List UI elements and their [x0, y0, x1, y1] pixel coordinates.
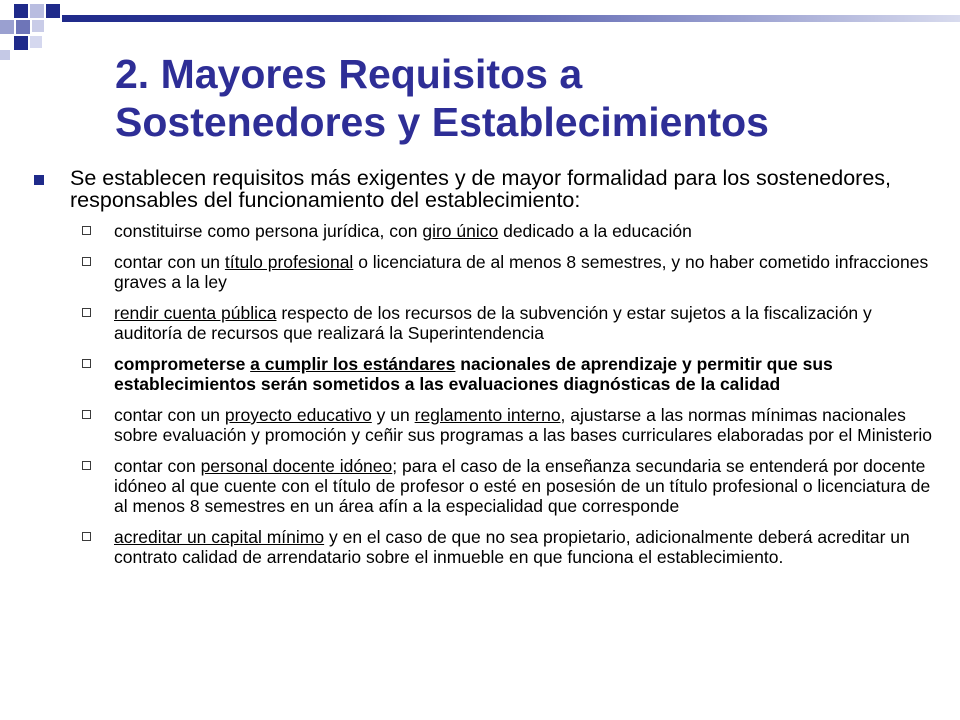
item-text: y un: [371, 405, 415, 425]
title-line-1: 2. Mayores Requisitos a: [115, 51, 583, 97]
item-text: , ajustarse a las normas mínimas nacionales sobre evaluación y promoción y ceñir sus programas a las bases curriculares elaboradas por el Ministerio: [114, 405, 933, 445]
slide-title: [115, 50, 935, 146]
hollow-square-bullet-icon: [82, 359, 91, 368]
square-bullet-icon: [34, 175, 44, 185]
list-item: [34, 252, 934, 292]
title-line-2: Sostenedores y Establecimientos: [115, 99, 769, 145]
deco-square-4: [0, 20, 14, 34]
intro-text: Se establecen requisitos más exigentes y de mayor formalidad para los sostenedores, responsables del funcionamiento del establecimiento:: [70, 166, 892, 212]
item-text: o licenciatura de al menos 8 semestres, y no haber cometido infracciones graves a la ley: [114, 252, 929, 292]
intro-bullet: [34, 167, 934, 211]
decorative-squares: [0, 0, 80, 60]
item-underlined-text: a cumplir los estándares: [250, 354, 456, 374]
list-item: [34, 354, 934, 394]
hollow-square-bullet-icon: [82, 461, 91, 470]
deco-square-8: [30, 36, 42, 48]
list-item: [34, 456, 934, 516]
item-text: contar con: [114, 456, 201, 476]
deco-square-1: [14, 4, 28, 18]
deco-square-7: [14, 36, 28, 50]
item-text: y en el caso de que no sea propietario, adicionalmente deberá acreditar un contrato calidad de arrendatario sobre el inmueble en que funciona el establecimiento.: [114, 527, 910, 567]
item-underlined-text: acreditar un capital mínimo: [114, 527, 325, 547]
hollow-square-bullet-icon: [82, 532, 91, 541]
requirements-list: [34, 221, 934, 567]
list-item: [34, 221, 934, 241]
header-rule: [62, 15, 960, 22]
hollow-square-bullet-icon: [82, 308, 91, 317]
item-text: constituirse como persona jurídica, con: [114, 221, 423, 241]
item-underlined-text: personal docente idóneo: [200, 456, 393, 476]
deco-square-6: [32, 20, 44, 32]
deco-square-3: [46, 4, 60, 18]
list-item: [34, 527, 934, 567]
item-underlined-text: título profesional: [224, 252, 354, 272]
hollow-square-bullet-icon: [82, 257, 91, 266]
item-text: dedicado a la educación: [498, 221, 692, 241]
deco-square-2: [30, 4, 44, 18]
deco-square-5: [16, 20, 30, 34]
item-text: respecto de los recursos de la subvención y estar sujetos a la fiscalización y auditoría de recursos que realizará la Superintendencia: [114, 303, 872, 343]
item-text: ; para el caso de la enseñanza secundaria se entenderá por docente idóneo al que cuente con el título de profesor o esté en posesión de un título profesional o licenciatura de al menos 8 semestres en un área afín a la especialidad que corresponde: [114, 456, 931, 516]
item-underlined-text: proyecto educativo: [224, 405, 372, 425]
item-text: contar con un: [114, 405, 225, 425]
slide-content: [34, 167, 934, 578]
deco-square-9: [0, 50, 10, 60]
hollow-square-bullet-icon: [82, 410, 91, 419]
item-text: contar con un: [114, 252, 225, 272]
hollow-square-bullet-icon: [82, 226, 91, 235]
item-text: nacionales de aprendizaje y permitir que sus establecimientos serán sometidos a las evaluaciones diagnósticas de la calidad: [114, 354, 833, 394]
item-text: comprometerse: [114, 354, 251, 374]
list-item: [34, 303, 934, 343]
item-underlined-text: giro único: [422, 221, 499, 241]
item-underlined-text: reglamento interno: [414, 405, 561, 425]
list-item: [34, 405, 934, 445]
item-underlined-text: rendir cuenta pública: [114, 303, 277, 323]
